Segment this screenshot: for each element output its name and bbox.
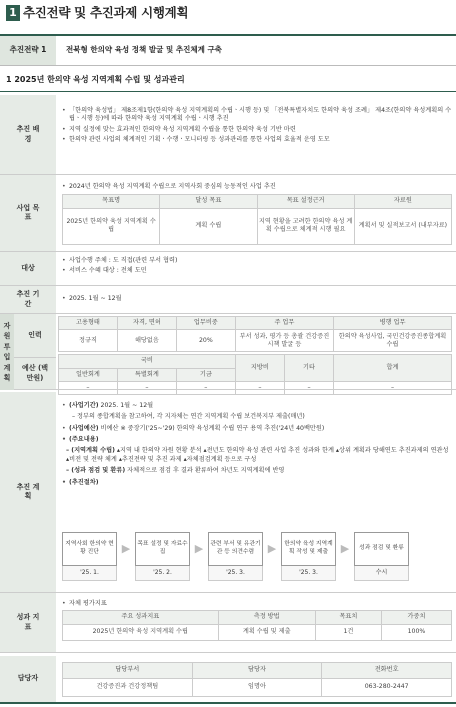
contact-row — [0, 656, 456, 704]
background-label-text: 추진 배경 — [16, 125, 40, 143]
performance-item: • 자체 평가지표 — [62, 600, 452, 608]
table-header: 담당자 — [192, 663, 322, 679]
table-header: 기금 — [176, 368, 235, 381]
performance-row — [0, 593, 456, 653]
contact-table — [62, 662, 452, 697]
table-cell: – — [235, 382, 284, 395]
purpose-row — [0, 175, 456, 252]
plan-row — [0, 392, 456, 593]
table-header: 기타 — [284, 355, 333, 382]
table-cell: 계획서 및 실적보고서 (내부자료) — [354, 208, 451, 244]
plan-period-text: 2025. 1월 ~ 12월 — [98, 402, 154, 409]
plan-procedure-head: • (추진절차) — [62, 479, 452, 487]
background-item: • 한의약 관련 사업의 체계적인 기획ㆍ수행ㆍ모니터링 등 성과관리를 통한 사업의 효율적 운영 도모 — [62, 136, 452, 144]
table-header: 목표 설정근거 — [257, 195, 354, 208]
target-label: 대상 — [0, 252, 56, 285]
table-header: 목표치 — [315, 611, 381, 624]
table-cell: 한의약 육성사업, 국민건강증진종합계획 수립 — [334, 330, 452, 352]
purpose-label-text: 사업 목표 — [16, 203, 40, 221]
plan-budget — [62, 425, 452, 433]
table-header: 국비 — [59, 355, 236, 368]
flow-step — [135, 532, 190, 581]
plan-content-b-head: – (성과 점검 및 환류) — [66, 467, 126, 475]
flow-step-date: 수시 — [354, 566, 409, 581]
table-header: 측정 방법 — [218, 611, 315, 624]
table-cell: 정규직 — [59, 330, 118, 352]
flow-step-date: '25. 2. — [135, 566, 190, 581]
target-item: • 서비스 수혜 대상 : 전체 도민 — [62, 267, 452, 275]
plan-content-a — [62, 447, 452, 464]
plan-content-a-text: ▴지역 내 한의약 자원 현황 분석 ▴전년도 한의약 육성 관련 사업 추진 성과와 한계 ▴상위 계획과 당해연도 추진과제의 연관성 ▴비전 및 전략 체계 ▴추진전략 및 추진 과제 ▴자체점검계획 등으로 구성 — [66, 447, 449, 463]
contact-label: 담당자 — [0, 656, 56, 702]
table-header: 목표명 — [63, 195, 160, 208]
table-header: 전화번호 — [322, 663, 452, 679]
procedure-flow — [62, 532, 409, 581]
staff-table — [58, 316, 452, 352]
budget-label-text: 예산 (백만원) — [22, 364, 48, 382]
table-cell: 부서 성과, 평가 등 총괄 건강증진 시책 발굴 등 — [235, 330, 333, 352]
staff-label: 인력 — [14, 314, 56, 358]
flow-step — [354, 532, 409, 581]
strategy-label: 추진전략 1 — [0, 36, 56, 65]
table-cell: 계획 수립 및 제출 — [218, 624, 315, 640]
table-cell: 20% — [176, 330, 235, 352]
table-cell: 2025년 한의약 육성 지역계획 수립 — [63, 208, 160, 244]
section-title: 추진전략 및 추진과제 시행계획 — [23, 4, 189, 20]
flow-step — [62, 532, 117, 581]
purpose-item: • 2024년 한의약 육성 지역계획 수립으로 지역사회 중심의 능동적인 사업 추진 — [62, 183, 452, 191]
plan-label-text: 추진 계획 — [16, 482, 40, 500]
plan-content-b — [62, 467, 452, 475]
target-row — [0, 252, 456, 286]
table-cell: 해당없음 — [117, 330, 176, 352]
table-header: 주요 성과지표 — [63, 611, 219, 624]
plan-content-a-head: – (지역계획 수립) — [66, 447, 115, 455]
plan-label — [0, 392, 56, 592]
table-cell: 계획 수립 — [160, 208, 257, 244]
period-item: • 2025. 1월 ~ 12월 — [62, 295, 452, 303]
resources-side-label — [0, 314, 14, 390]
strategy-value: 전북형 한의약 육성 정책 발굴 및 추진체계 구축 — [66, 45, 222, 55]
table-cell: 100% — [381, 624, 451, 640]
budget-table — [58, 354, 452, 395]
table-cell: – — [117, 382, 176, 395]
table-header: 달성 목표 — [160, 195, 257, 208]
purpose-label — [0, 175, 56, 251]
flow-step-date: '25. 3. — [208, 566, 263, 581]
plan-period-sub: – 정부의 종합계획을 참고하여, 각 지자체는 연간 지역계획 수립 보건복지부 제출(매년) — [72, 413, 305, 421]
period-label-text: 추진 기간 — [16, 290, 40, 308]
table-header: 합계 — [334, 355, 452, 382]
table-cell: – — [176, 382, 235, 395]
arrow-right-icon: ▶ — [194, 541, 204, 555]
budget-label — [14, 358, 56, 390]
table-header: 담당부서 — [63, 663, 193, 679]
arrow-right-icon: ▶ — [267, 541, 277, 555]
performance-table — [62, 610, 452, 640]
plan-budget-text: 비예산 ※ 중장기('25~'29) 한의약 육성계획 수립 연구 용역 추진('24년 40백만원) — [98, 424, 325, 432]
background-row — [0, 95, 456, 175]
flow-step — [281, 532, 336, 581]
project-title: 1 2025년 한의약 육성 지역계획 수립 및 성과관리 — [0, 70, 456, 92]
page-title — [6, 4, 188, 22]
table-header: 자격, 면허 — [117, 317, 176, 330]
target-item: • 사업수행 주체 : 도 직접(관련 부서 협력) — [62, 257, 452, 265]
flow-step-label: 한의약 육성 지역계획 작성 및 제출 — [281, 532, 336, 566]
purpose-table — [62, 194, 452, 244]
table-header: 가중치 — [381, 611, 451, 624]
flow-step-date: '25. 3. — [281, 566, 336, 581]
flow-step-label: 지역사회 한의약 현황 진단 — [62, 532, 117, 566]
table-cell: 1건 — [315, 624, 381, 640]
period-row — [0, 286, 456, 314]
plan-content-head: • (주요내용) — [62, 436, 452, 444]
performance-label-text: 성과 지표 — [16, 613, 40, 631]
section-number: 1 — [6, 5, 20, 21]
table-cell: 063-280-2447 — [322, 679, 452, 697]
table-cell: 건강증진과 건강정책팀 — [63, 679, 193, 697]
flow-step-label: 목표 설정 및 자료수집 — [135, 532, 190, 566]
background-item: • 지역 실정에 맞는 효과적인 한의약 육성 지역계획 수립을 통한 한의약 육성 기반 마련 — [62, 126, 452, 134]
strategy-row — [0, 34, 456, 66]
flow-step-label: 성과 점검 및 환류 — [354, 532, 409, 566]
table-header: 자료원 — [354, 195, 451, 208]
table-cell: – — [59, 382, 118, 395]
table-cell: 지역 현황을 고려한 한의약 육성 계획 수립으로 체계적 시행 필요 — [257, 208, 354, 244]
period-label — [0, 286, 56, 313]
resources-row — [0, 314, 456, 390]
plan-period — [62, 402, 452, 410]
background-item: • 「한의약 육성법」 제8조제1항(한의약 육성 지역계획의 수립ㆍ시행 등) 및 「전북특별자치도 한의약 육성 조례」 제4조(한의약 육성계획의 수립ㆍ시행 등)에 따라 한의약 육성 지역계획 수립ㆍ시행 추진 — [62, 107, 452, 124]
table-cell: 2025년 한의약 육성 지역계획 수립 — [63, 624, 219, 640]
table-header: 지방비 — [235, 355, 284, 382]
table-header: 주 업무 — [235, 317, 333, 330]
plan-period-head: (사업기간) — [69, 402, 99, 409]
background-label — [0, 95, 56, 174]
performance-label — [0, 593, 56, 652]
table-cell: 임명아 — [192, 679, 322, 697]
resources-side-text: 자원투입계획 — [3, 321, 11, 382]
table-header: 업무비중 — [176, 317, 235, 330]
table-header: 특별회계 — [117, 368, 176, 381]
plan-content-b-text: 자체적으로 점검 후 결과 환류하여 차년도 지역계획에 반영 — [125, 467, 285, 475]
arrow-right-icon: ▶ — [340, 541, 350, 555]
flow-step — [208, 532, 263, 581]
table-header: 고용형태 — [59, 317, 118, 330]
table-header: 병행 업무 — [334, 317, 452, 330]
flow-step-date: '25. 1. — [62, 566, 117, 581]
flow-step-label: 관련 부서 및 유관기관 등 의견수렴 — [208, 532, 263, 566]
table-cell: – — [334, 382, 452, 395]
plan-budget-head: (사업예산) — [69, 424, 99, 432]
arrow-right-icon: ▶ — [121, 541, 131, 555]
table-cell: – — [284, 382, 333, 395]
table-header: 일반회계 — [59, 368, 118, 381]
